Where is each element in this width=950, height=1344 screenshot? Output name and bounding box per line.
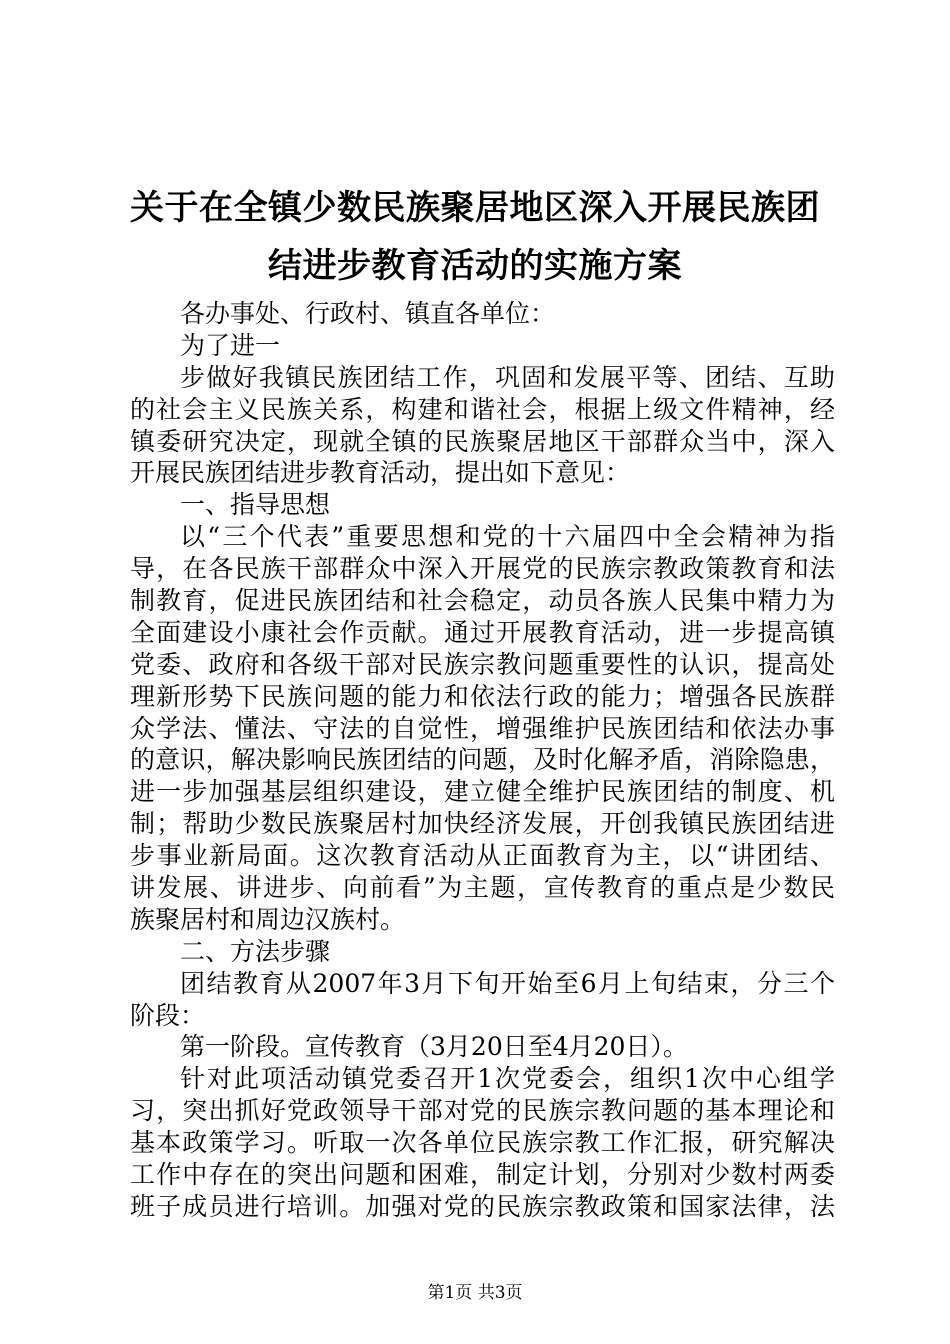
paragraph-line: 阶段： <box>130 1000 206 1030</box>
paragraph-line: 族聚居村和周边汉族村。 <box>130 904 406 934</box>
document-body <box>130 298 835 1223</box>
paragraph-line: 工作中存在的突出问题和困难，制定计划，分别对少数村两委 <box>130 1160 835 1190</box>
paragraph-line: 制；帮助少数民族聚居村加快经济发展，开创我镇民族团结进 <box>130 809 835 839</box>
paragraph-line: 进一步加强基层组织建设，建立健全维护民族团结的制度、机 <box>130 777 835 807</box>
paragraph-line: 为了进一 <box>180 330 281 360</box>
paragraph-line: 导，在各民族干部群众中深入开展党的民族宗教政策教育和法 <box>130 554 835 584</box>
paragraph-line: 镇委研究决定，现就全镇的民族聚居地区干部群众当中，深入 <box>130 426 835 456</box>
paragraph-line: 针对此项活动镇党委召开1次党委会，组织1次中心组学 <box>180 1064 835 1094</box>
paragraph-line: 制教育，促进民族团结和社会稳定，动员各族人民集中精力为 <box>130 586 835 616</box>
paragraph-line: 的意识，解决影响民族团结的问题，及时化解矛盾，消除隐患， <box>130 745 835 775</box>
paragraph-line: 步事业新局面。这次教育活动从正面教育为主，以“讲团结、 <box>130 841 835 871</box>
paragraph-line: 的社会主义民族关系，构建和谐社会，根据上级文件精神，经 <box>130 394 835 424</box>
page-number-footer: 第1页 共3页 <box>427 1283 523 1303</box>
paragraph-line: 众学法、懂法、守法的自觉性，增强维护民族团结和依法办事 <box>130 713 835 743</box>
paragraph-line: 班子成员进行培训。加强对党的民族宗教政策和国家法律，法 <box>130 1191 835 1221</box>
paragraph-line: 以“三个代表”重要思想和党的十六届四中全会精神为指 <box>180 522 835 552</box>
salutation: 各办事处、行政村、镇直各单位： <box>180 299 556 328</box>
section-heading: 二、方法步骤 <box>180 936 331 966</box>
document-title-line-2: 结进步教育活动的实施方案 <box>268 246 682 286</box>
stage-heading: 第一阶段。宣传教育（3月20日至4月20日）。 <box>180 1032 688 1062</box>
paragraph-line: 习，突出抓好党政领导干部对党的民族宗教问题的基本理论和 <box>130 1096 835 1126</box>
paragraph-line: 基本政策学习。听取一次各单位民族宗教工作汇报，研究解决 <box>130 1128 835 1158</box>
paragraph-line: 党委、政府和各级干部对民族宗教问题重要性的认识，提高处 <box>130 649 835 679</box>
paragraph-line: 团结教育从2007年3月下旬开始至6月上旬结束，分三个 <box>180 968 835 998</box>
paragraph-line: 步做好我镇民族团结工作，巩固和发展平等、团结、互助 <box>180 362 835 392</box>
paragraph-line: 开展民族团结进步教育活动，提出如下意见： <box>130 458 631 488</box>
paragraph-line: 讲发展、讲进步、向前看”为主题，宣传教育的重点是少数民 <box>130 873 835 903</box>
section-heading: 一、指导思想 <box>180 490 331 520</box>
paragraph-line: 理新形势下民族问题的能力和依法行政的能力；增强各民族群 <box>130 681 835 711</box>
paragraph-line: 全面建设小康社会作贡献。通过开展教育活动，进一步提高镇 <box>130 617 835 647</box>
document-title-line-1: 关于在全镇少数民族聚居地区深入开展民族团 <box>130 188 820 228</box>
